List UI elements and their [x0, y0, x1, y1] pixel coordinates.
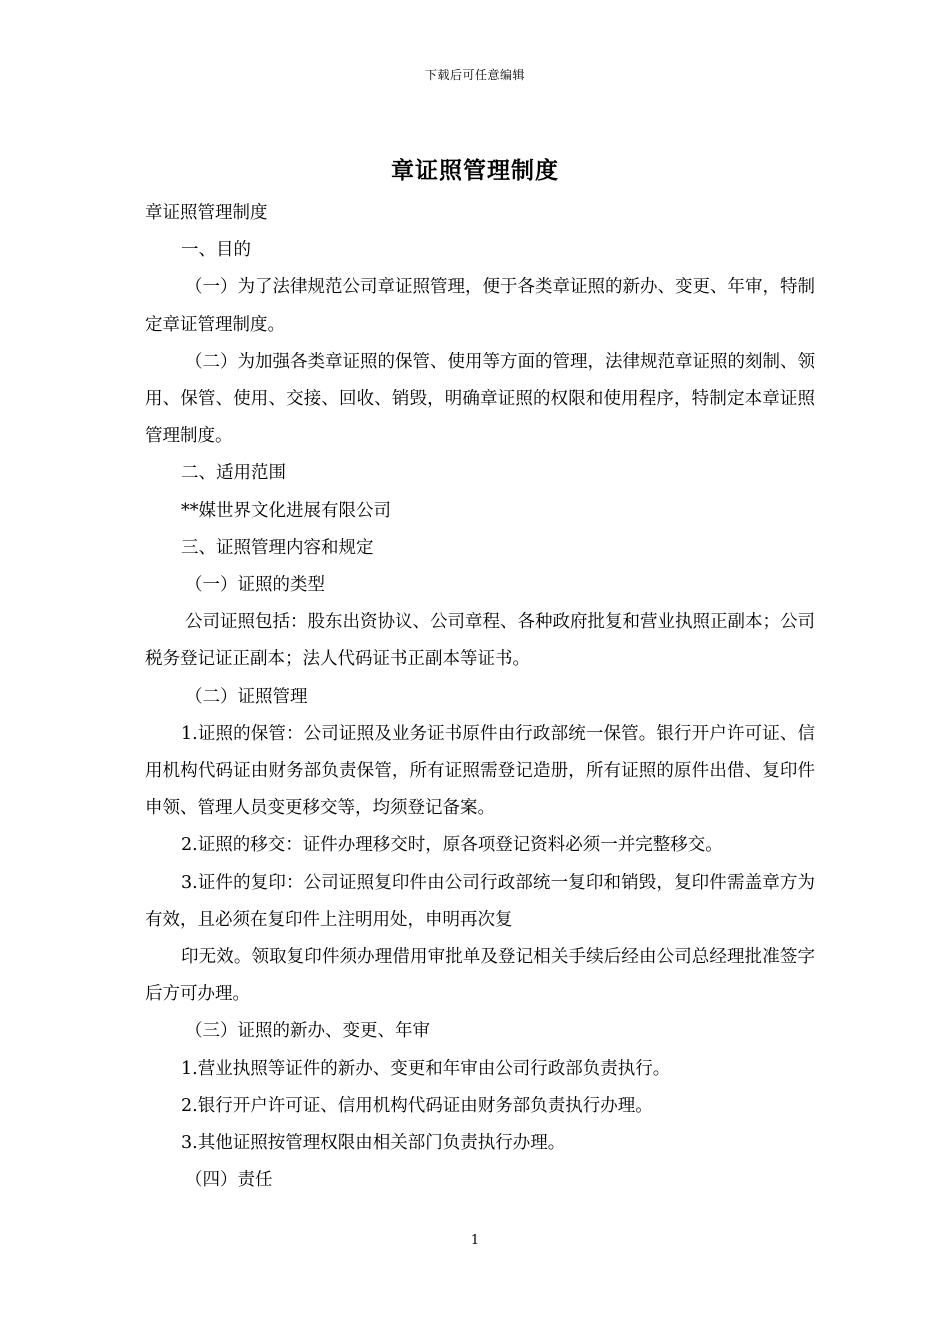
paragraph-other-certificates: 3.其他证照按管理权限由相关部门负责执行办理。 [181, 1133, 566, 1154]
section-heading-content: 三、证照管理内容和规定 [181, 537, 374, 558]
paragraph-copying-continued: 印无效。领取复印件须办理借用审批单及登记相关手续后经由公司总经理批准签字后方可办理。 [145, 947, 815, 1005]
subheading-types: （一）证照的类型 [185, 575, 325, 596]
subheading-new-change-annual: （三）证照的新办、变更、年审 [185, 1021, 430, 1042]
section-heading-purpose: 一、目的 [181, 240, 251, 261]
paragraph-purpose-1: （一）为了法律规范公司章证照管理，便于各类章证照的新办、变更、年审，特制定章证管理制度。 [145, 277, 815, 335]
section-heading-scope: 二、适用范围 [181, 463, 286, 484]
paragraph-bank-permit: 2.银行开户许可证、信用机构代码证由财务部负责执行办理。 [181, 1095, 653, 1116]
subheading-responsibility: （四）责任 [185, 1170, 273, 1191]
subheading-management: （二）证照管理 [185, 686, 308, 707]
paragraph-storage: 1.证照的保管：公司证照及业务证书原件由行政部统一保管。银行开户许可证、信用机构代码证由财务部负责保管，所有证照需登记造册，所有证照的原件出借、复印件申领、管理人员变更移交等，均须登记备案。 [145, 723, 815, 819]
document-title: 章证照管理制度 [391, 158, 559, 184]
paragraph-transfer: 2.证照的移交：证件办理移交时，原各项登记资料必须一并完整移交。 [181, 835, 723, 856]
paragraph-types: 公司证照包括：股东出资协议、公司章程、各种政府批复和营业执照正副本；公司税务登记证正副本；法人代码证书正副本等证书。 [145, 612, 815, 670]
page-number: 1 [470, 1233, 480, 1248]
document-body [145, 195, 815, 1199]
paragraph-license-handling: 1.营业执照等证件的新办、变更和年审由公司行政部负责执行。 [181, 1058, 671, 1079]
header-note: 下载后可任意编辑 [424, 68, 525, 82]
paragraph-company-name: **媒世界文化进展有限公司 [181, 500, 391, 521]
paragraph-purpose-2: （二）为加强各类章证照的保管、使用等方面的管理，法律规范章证照的刻制、领用、保管、使用、交接、回收、销毁，明确章证照的权限和使用程序，特制定本章证照管理制度。 [145, 351, 815, 447]
paragraph-copying: 3.证件的复印：公司证照复印件由公司行政部统一复印和销毁，复印件需盖章方为有效，且必须在复印件上注明用处，申明再次复 [145, 872, 815, 930]
paragraph-subtitle: 章证照管理制度 [145, 203, 268, 223]
